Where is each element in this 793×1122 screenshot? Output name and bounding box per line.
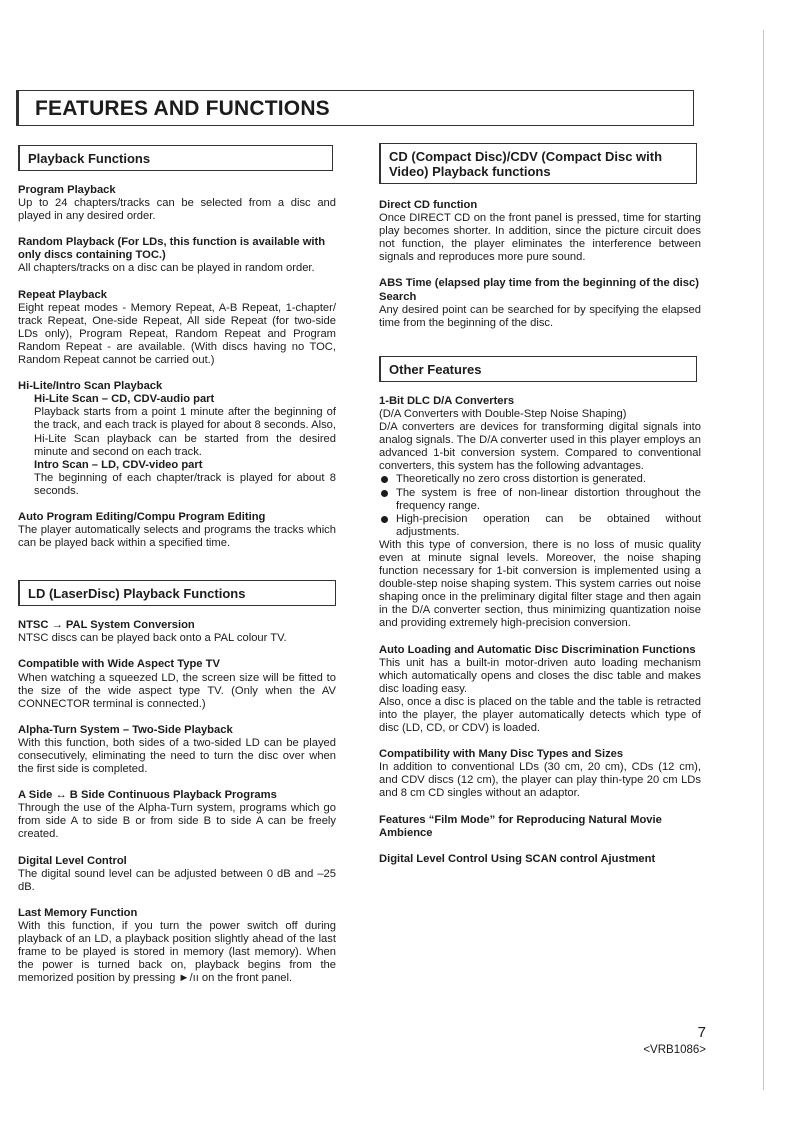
feature-text: When watching a squeezed LD, the screen size will be fitted to the size of the wide aspect type TV. (Only when the AV CONNECTOR terminal is connected.) — [18, 671, 336, 710]
feature-subtitle: Intro Scan – LD, CDV-video part — [34, 458, 203, 471]
feature-text: D/A converters are devices for transforming digital signals into analog signals. The D/A converter used in this player employs an advanced 1-bit conversion system. Compared to conventional converters, this system has the following advantages. — [379, 421, 701, 473]
binding-margin-rule — [763, 30, 764, 1090]
document-code: <VRB1086> — [643, 1044, 706, 1056]
feature-subtitle: Hi-Lite Scan – CD, CDV-audio part — [34, 393, 215, 406]
bullet-dot-icon — [381, 490, 388, 497]
feature-title: Auto Program Editing/Compu Program Editing — [18, 510, 266, 523]
feature-text: Any desired point can be searched for by specifying the elapsed time from the beginning of the disc. — [379, 303, 701, 329]
feature-title: ABS Time (elapsed play time from the beginning of the disc) Search — [379, 277, 699, 303]
feature-title: Digital Level Control — [18, 854, 127, 867]
feature-direct-cd — [379, 199, 701, 264]
feature-disc-compatibility — [379, 748, 701, 800]
list-item — [379, 513, 701, 539]
feature-alpha-turn — [18, 724, 336, 776]
page-number: 7 — [697, 1024, 706, 1041]
section-heading-text: Playback Functions — [28, 151, 151, 166]
feature-film-mode — [379, 814, 701, 840]
feature-title: 1-Bit DLC D/A Converters — [379, 394, 515, 407]
feature-text: Once DIRECT CD on the front panel is pressed, time for starting play becomes shorter. In addition, since the picture circuit does not function, the player eliminates the interference between signals and reproduces more pure sound. — [379, 212, 701, 264]
feature-title: Compatible with Wide Aspect Type TV — [18, 658, 220, 671]
feature-scan-level-control — [379, 853, 701, 866]
section-heading-cd-cdv-playback — [379, 143, 697, 184]
section-heading-text: LD (LaserDisc) Playback Functions — [28, 586, 246, 602]
feature-title: Last Memory Function — [18, 906, 138, 919]
feature-title: Direct CD function — [379, 199, 478, 211]
feature-text: All chapters/tracks on a disc can be played in random order. — [18, 262, 315, 275]
section-heading-other-features — [379, 356, 697, 382]
feature-title: Digital Level Control Using SCAN control Ajustment — [379, 852, 656, 865]
feature-random-playback — [18, 236, 336, 275]
section-heading-text: CD (Compact Disc)/CDV (Compact Disc with Video) Playback functions — [389, 149, 663, 179]
feature-repeat-playback — [18, 289, 336, 368]
feature-abs-time-search — [379, 277, 701, 329]
feature-1bit-dlc — [379, 395, 701, 631]
feature-title: Random Playback (For LDs, this function is available with only discs containing TOC.) — [18, 236, 326, 262]
feature-auto-loading — [379, 644, 701, 736]
feature-text: Also, once a disc is placed on the table and the table is retracted into the player, the player automatically detects which type of disc (LD, CD, or CDV) is loaded. — [379, 695, 701, 735]
list-item — [379, 487, 701, 513]
feature-hilite-intro-scan — [18, 380, 336, 498]
advantages-list — [379, 473, 701, 538]
right-column — [379, 143, 701, 866]
feature-title: Features “Film Mode” for Reproducing Natural Movie Ambience — [379, 813, 662, 839]
feature-title: Repeat Playback — [18, 288, 107, 301]
page-title-box — [16, 90, 694, 126]
feature-text: With this function, if you turn the power switch off during playback of an LD, a playback position slightly ahead of the last frame to be played is stored in memory (last memory). When the power is turned back on, playback begins from the memorized position by pressing ►/ıı on the front panel. — [18, 919, 336, 985]
list-item-text: Theoretically no zero cross distortion is generated. — [396, 473, 646, 486]
bullet-dot-icon — [381, 476, 388, 483]
feature-text: The player automatically selects and programs the tracks which can be played back within a specified time. — [18, 524, 336, 550]
feature-text: Eight repeat modes - Memory Repeat, A-B Repeat, 1-chapter/ track Repeat, One-side Repeat, All side Repeat (for two-side LDs only), Program Repeat, Random Repeat and Program Random Repeat - are available. (With discs having no TOC, Random Repeat cannot be carried out.) — [18, 301, 336, 367]
feature-subtitle: (D/A Converters with Double-Step Noise Shaping) — [379, 407, 627, 420]
feature-digital-level-control — [18, 855, 336, 894]
feature-auto-program-editing — [18, 511, 336, 550]
feature-text: Playback starts from a point 1 minute after the beginning of the track, and each track is played for about 8 seconds. Also, Hi-Lite Scan playback can be started from the desired minute and second on each track. — [34, 406, 336, 458]
feature-title: NTSC → PAL System Conversion — [18, 619, 195, 632]
list-item — [379, 473, 701, 486]
hilite-scan-block — [18, 393, 336, 498]
feature-a-b-continuous — [18, 789, 336, 841]
list-item-text: High-precision operation can be obtained without adjustments. — [396, 512, 701, 538]
list-item-text: The system is free of non-linear distortion throughout the frequency range. — [396, 486, 701, 512]
section-heading-text: Other Features — [389, 361, 482, 377]
feature-text: The beginning of each chapter/track is played for about 8 seconds. — [34, 471, 336, 497]
feature-title: Compatibility with Many Disc Types and Sizes — [379, 748, 624, 761]
feature-text: This unit has a built-in motor-driven auto loading mechanism which automatically opens and closes the disc table and makes disc loading easy. — [379, 656, 701, 695]
feature-text: With this type of conversion, there is no loss of music quality even at minute signal levels. Moreover, the noise shaping function necessary for 1-bit conversion is implemented using a double-step noise shaping system. This system carries out noise shaping once in the preliminary digital filter stage and then again in the D/A converter section, thus minimizing quantization noise and providing extremely high-precision conversion. — [379, 538, 701, 630]
feature-text: Up to 24 chapters/tracks can be selected from a disc and played in any desired order. — [18, 197, 336, 223]
feature-program-playback — [18, 184, 336, 223]
feature-title: Auto Loading and Automatic Disc Discrimination Functions — [379, 643, 696, 656]
feature-text: Through the use of the Alpha-Turn system, programs which go from side A to side B or from side B to side A can be freely created. — [18, 802, 336, 841]
feature-title: Hi-Lite/Intro Scan Playback — [18, 380, 163, 393]
feature-wide-aspect-tv — [18, 658, 336, 710]
bullet-dot-icon — [381, 516, 388, 523]
feature-title: A Side ↔ B Side Continuous Playback Programs — [18, 789, 277, 802]
feature-text: In addition to conventional LDs (30 cm, 20 cm), CDs (12 cm), and CDV discs (12 cm), the player can play thin-type 20 cm LDs and 8 cm CD singles without an adaptor. — [379, 761, 701, 800]
section-heading-playback-functions — [18, 145, 333, 171]
feature-text: NTSC discs can be played back onto a PAL colour TV. — [18, 632, 287, 645]
left-column — [18, 145, 336, 985]
page-title: FEATURES AND FUNCTIONS — [35, 97, 330, 120]
section-heading-ld-playback-functions — [18, 580, 336, 606]
feature-title: Alpha-Turn System – Two-Side Playback — [18, 723, 233, 736]
feature-ntsc-pal — [18, 619, 336, 645]
feature-text: With this function, both sides of a two-sided LD can be played consecutively, eliminating the need to turn the disc over when the first side is completed. — [18, 736, 336, 776]
feature-title: Program Playback — [18, 184, 116, 196]
feature-last-memory — [18, 907, 336, 986]
feature-text: The digital sound level can be adjusted between 0 dB and –25 dB. — [18, 867, 336, 893]
